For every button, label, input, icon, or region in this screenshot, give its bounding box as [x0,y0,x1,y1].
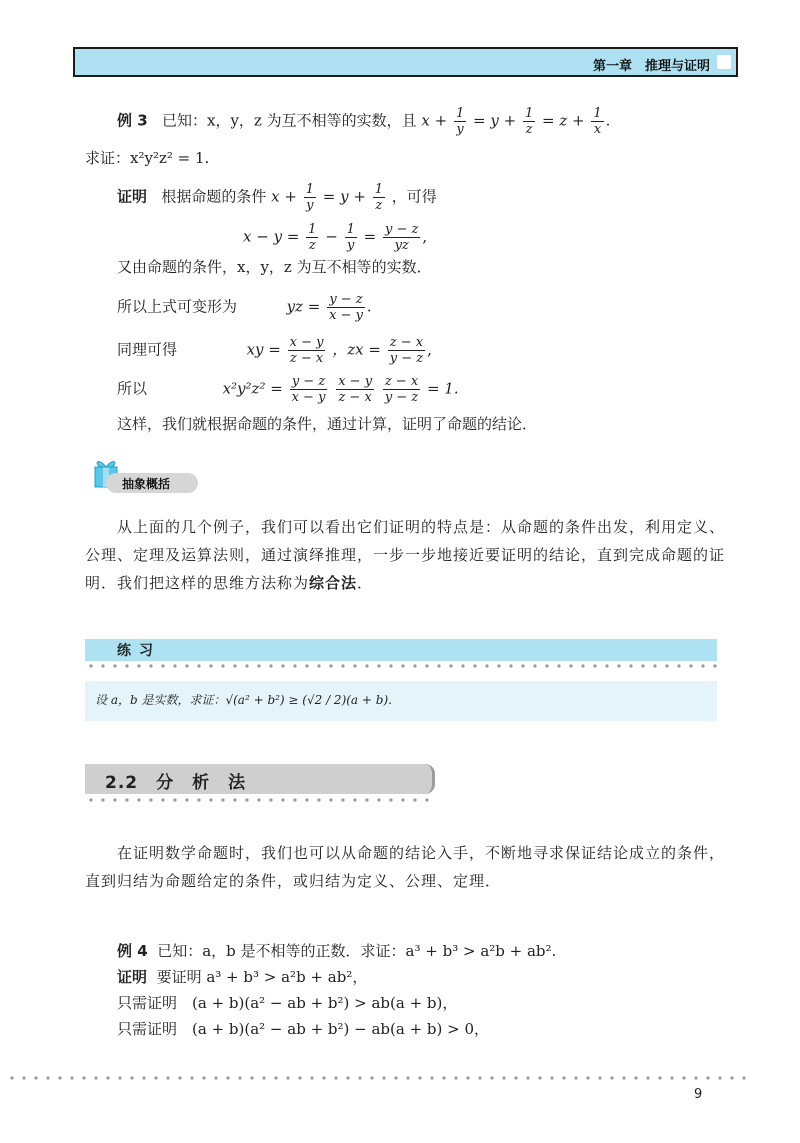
proof-intro-text: 根据命题的条件 [161,187,267,206]
term-synthesis-method: 综合法 [309,574,358,592]
exercise-dotted-divider [85,664,717,668]
section-intro: 在证明数学命题时，我们也可以从命题的结论入手，不断地寻求保证结论成立的条件，直到归结为命题给定的条件，或归结为定义、公理、定理． [85,844,726,890]
example3-statement: 例 3 已知：x，y，z 为互不相等的实数，且 x + $\frac{1}{y}$ = y + $\frac{1}{z}$ = z + $\frac{1}{x}$ . [117,106,611,137]
example3-cond-mid2: = z + [542,111,585,130]
proof-conclusion: 这样，我们就根据命题的条件，通过计算，证明了命题的结论． [117,415,538,433]
example4-line2: 只需证明 (a + b)(a² − ab + b²) > ab(a + b)， [117,994,458,1012]
footer-dotted-divider [6,1076,746,1080]
exercise-header [85,639,717,661]
example3-text: 已知：x，y，z 为互不相等的实数，且 [161,111,417,130]
proof-intro: 证明 根据命题的条件 x + $\frac{1}{y}$ = y + $\frac{1}{z}$ ，可得 [117,182,437,213]
example3-label: 例 3 [117,111,148,130]
proof-line5: 所以 x²y²z² = $\frac{y - z}{x - y}$ $\frac{x - y}{z - x}$ $\frac{z - x}{y - z}$ = 1. [117,374,459,405]
exercise-text: 设 a，b 是实数，求证：√(a² + b²) ≥ (√2 / 2)(a + b). [95,693,392,707]
example4-statement: 例 4 已知：a，b 是不相等的正数．求证：a³ + b³ > a²b + ab². [117,942,557,960]
chapter-header [73,47,738,77]
section-tab [85,764,435,794]
fraction-1-over-x: $\frac{1}{x}$ [593,106,602,137]
example3-prove: 求证：x²y²z² = 1. [85,149,210,167]
fraction-1-over-y: $\frac{1}{y}$ [455,106,465,137]
example4-line3: 只需证明 (a + b)(a² − ab + b²) − ab(a + b) > 0， [117,1020,490,1038]
exercise-box [85,681,717,721]
proof-label: 证明 [117,187,148,206]
abstract-badge [92,457,200,495]
header-square-decoration [717,55,731,69]
page-number: 9 [694,1087,703,1102]
proof-line2: 又由命题的条件，x，y，z 为互不相等的实数． [117,258,432,276]
example3-cond-prefix: x + [421,111,448,130]
abstract-paragraph: 从上面的几个例子，我们可以看出它们证明的特点是：从命题的条件出发，利用定义、公理、定理及运算法则，通过演绎推理，一步一步地接近要证明的结论，直到完成命题的证明．我们把这样的思维方法称为综合法． [85,518,726,592]
example4-proof-line1: 证明 要证明 a³ + b³ > a²b + ab²， [117,968,368,986]
proof-line4: 同理可得 xy = $\frac{x - y}{z - x}$ ，zx = $\frac{z - x}{y - z}$ , [117,335,432,366]
proof-line3: 所以上式可变形为 yz = $\frac{y - z}{x - y}$ . [117,292,372,323]
proof-step1: x − y = $\frac{1}{z}$ − $\frac{1}{y}$ = $\frac{y - z}{yz}$ , [243,222,428,253]
section-title: 2.2 分 析 法 [105,773,247,793]
section-dotted-divider [85,798,432,802]
fraction-1-over-z: $\frac{1}{z}$ [524,106,534,137]
exercise-title: 练习 [117,643,161,659]
abstract-label: 抽象概括 [122,477,171,491]
chapter-title: 第一章 推理与证明 [592,59,710,74]
example3-cond-mid1: = y + [473,111,517,130]
